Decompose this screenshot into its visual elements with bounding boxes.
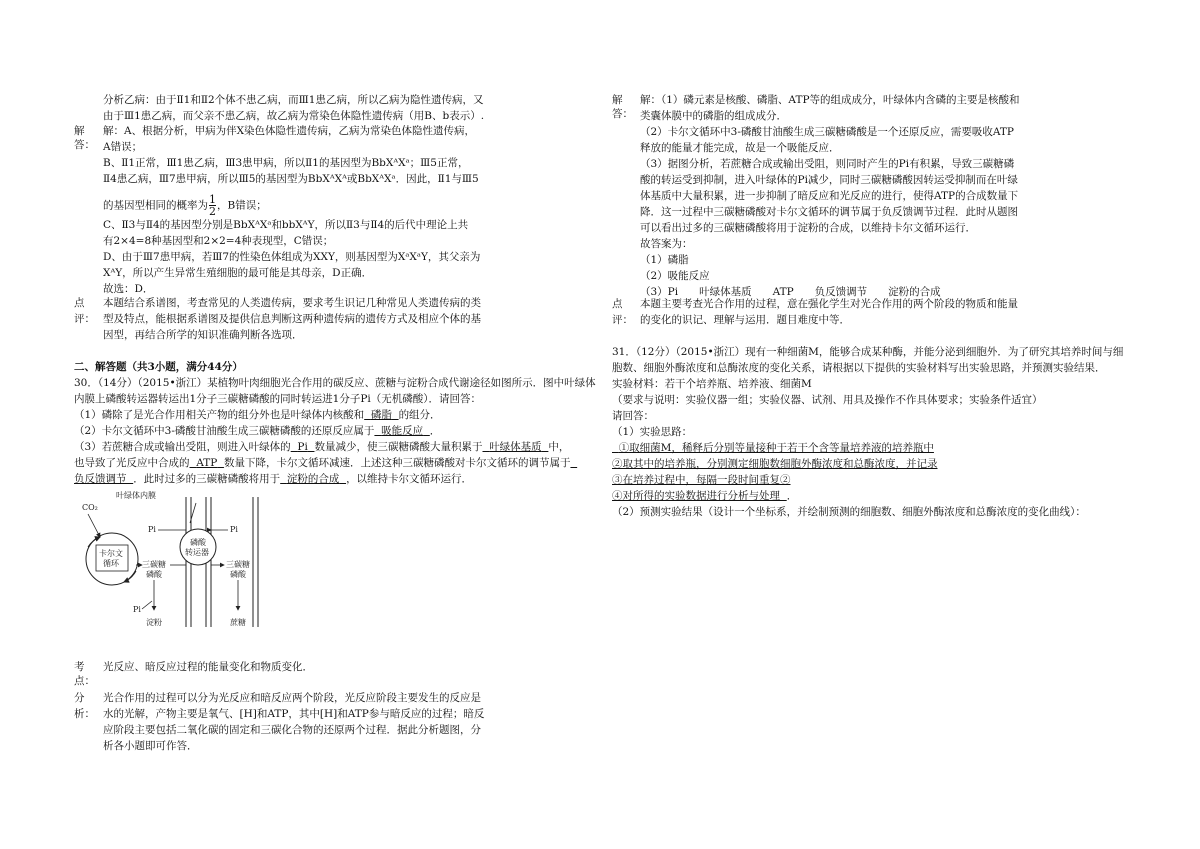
answer-blank-text: 吸能反应 [381,425,424,437]
q30-comment-line: 的变化的识记、理解与运用．题目难度中等． [640,314,850,326]
pi-label: Pi [230,525,238,534]
sucrose-label: 蔗糖 [230,618,246,627]
answer-blank [483,441,549,453]
kaodian-text: 光反应、暗反应过程的能量变化和物质变化． [103,661,313,673]
right-column [600,0,1200,849]
answer-blank-text: Pi [297,441,308,453]
answer-blank [570,457,577,469]
fenxi-label: 析： [74,708,95,720]
q31-step-1 [612,441,934,455]
q30-sub2-suffix: ． [429,425,441,437]
answer-blank [374,425,429,437]
triose-phosphate-label: 磷酸 [146,570,162,579]
co2-label: CO₂ [82,503,98,512]
q30-sub3-line2 [74,456,577,470]
q30-sub3-text: 中， [548,441,570,453]
q30-sub3-text: 数量减少，使三碳糖磷酸大量积累于 [314,441,483,453]
fenxi-line: 水的光解，产物主要是氧气、[H]和ATP，其中[H]和ATP参与暗反应的过程；暗反 [103,708,485,720]
pi-label: Pi [148,525,156,534]
q30-sub1 [74,408,441,422]
transporter-label: 转运器 [185,548,209,557]
q30-stem-line: 30．（14分）（2015•浙江）某植物叶肉细胞光合作用的碳反应、蔗糖与淀粉合成代谢途径如图所示．图中叶绿体 [74,377,596,389]
q30-sub1-prefix: （1）磷除了是光合作用相关产物的组分外也是叶绿体内核酸和 [74,409,365,421]
answer-blank [280,473,346,485]
q30-sub3-text: ，以维持卡尔文循环运行． [346,473,473,485]
q31-step-text: ④对所得的实验数据进行分析与处理 [612,490,780,502]
q30-answer-line: 降．这一过程中三碳糖磷酸对卡尔文循环的调节属于负反馈调节过程．此时从题图 [640,206,1018,218]
fraction-numerator: 1 [209,193,216,206]
q29-answer-line: C、Ⅱ3与Ⅱ4的基因型分别是BbXᴬXᵃ和bbXᴬY，所以Ⅱ3与Ⅱ4的后代中理论上共 [103,219,469,231]
q31-stem-line: 实验材料：若干个培养瓶、培养液、细菌M [612,378,812,390]
q30-sub3-line1 [74,440,569,454]
q30-answer-line: 故答案为： [640,238,693,250]
fraction-after: ，B错误； [217,199,267,212]
pi-label: Pi [133,605,141,614]
q30-sub3-text: （3）若蔗糖合成或输出受阻，则进入叶绿体的 [74,441,291,453]
q30-sub3-text: 也导致了光反应中合成的 [74,457,190,469]
q31-step-3: ③在培养过程中，每隔一段时间重复② [612,474,791,486]
answer-blank-text: 淀粉的合成 [286,473,340,485]
answer-blank [190,457,224,469]
q31-step-4-suffix: ． [786,490,798,502]
q30-answer-line: 解：（1）磷元素是核酸、磷脂、ATP等的组成成分，叶绿体内含磷的主要是核酸和 [640,94,1020,106]
triose-phosphate-label: 磷酸 [230,570,246,579]
q30-stem-line: 内膜上磷酸转运器转运出1分子三碳糖磷酸的同时转运进1分子Pi（无机磷酸）．请回答： [74,393,482,405]
fenxi-label: 分 [74,692,85,704]
q31-stem-line: （1）实验思路： [612,426,693,438]
q30-answer-line: （3）Pi 叶绿体基质 ATP 负反馈调节 淀粉的合成 [640,286,941,298]
probability-text: 的基因型相同的概率为 [103,199,208,212]
fenxi-line: 析各小题即可作答． [103,740,198,752]
q31-step-4-underlined [612,490,787,502]
fraction-denominator: 2 [209,205,216,218]
triose-phosphate-label: 三碳糖 [226,560,250,569]
q29-answer-line: 有2×4=8种基因型和2×2=4种表现型，C错误； [103,235,334,247]
pi-branch [142,601,152,609]
section-title: 二、解答题（共3小题，满分44分） [74,361,243,373]
q30-answer-line: 酸的转运受到抑制，进入叶绿体的Pi减少，同时三碳糖磷酸因转运受抑制而在叶绿 [640,174,1018,186]
answer-blank-text: 负反馈调节 [74,473,127,485]
q29-comment-line: 型及特点，能根据系谱图及提供信息判断这两种遗传病的遗传方式及相应个体的基 [103,313,481,325]
calvin-cycle-label: 卡尔文 [99,549,123,558]
transporter-label: 磷酸 [190,538,206,547]
q30-sub3-text: ．此时过多的三碳糖磷酸将用于 [133,473,281,485]
q30-answer-line: 类囊体膜中的磷脂的组成成分． [640,110,787,122]
q29-answer-line: B、Ⅱ1正常，Ⅲ1患乙病，Ⅲ3患甲病，所以Ⅱ1的基因型为BbXᴬXᵃ；Ⅲ5正常， [103,157,469,169]
q31-part2: （2）预测实验结果（设计一个坐标系，并绘制预测的细胞数、细胞外酶浓度和总酶浓度的变化曲线）： [612,506,1086,518]
q30-comment-line: 本题主要考查光合作用的过程，意在强化学生对光合作用的两个阶段的物质和能量 [640,298,1018,310]
q29-comment-line: 本题结合系谱图，考查常见的人类遗传病，要求考生识记几种常见人类遗传病的类 [103,297,481,309]
answer-blank-text: 叶绿体基质 [489,441,542,453]
answer-blank [74,473,133,485]
q30-answer-line: （2）吸能反应 [640,270,710,282]
q30-sub3-line3 [74,472,472,486]
comment-label: 点 [74,297,85,309]
q29-answer-line [103,194,267,217]
q30-answer-line: 体基质中大量积累，进一步抑制了暗反应和光反应的进行，使得ATP的合成数量下 [640,190,1019,202]
fenxi-line: 应阶段主要包括二氧化碳的固定和三碳化合物的还原两个过程．据此分析题图，分 [103,724,481,736]
triose-phosphate-label: 三碳糖 [142,560,166,569]
q30-answer-line: （2）卡尔文循环中3-磷酸甘油酸生成三碳糖磷酸是一个还原反应，需要吸收ATP [640,126,1014,138]
q30-sub2 [74,424,440,438]
q30-sub2-prefix: （2）卡尔文循环中3-磷酸甘油酸生成三碳糖磷酸的还原反应属于 [74,425,375,437]
q29-answer-line: A错误； [103,141,143,153]
comment-label: 评： [74,313,95,325]
co2-arrow [88,514,100,537]
q31-step-4 [612,489,797,503]
q30-answer-line: （3）据图分析，若蔗糖合成或输出受阻，则同时产生的Pi有积累，导致三碳糖磷 [640,158,1015,170]
answer-blank-text: ATP [196,457,218,469]
answer-label: 解 [612,94,623,106]
calvin-cycle-label: 循环 [103,559,119,568]
q31-stem-line: 胞数、细胞外酶浓度和总酶浓度的变化关系，请根据以下提供的实验材料写出实验思路，并预测实验结果． [612,362,1106,374]
kaodian-label: 点： [74,675,95,687]
starch-label: 淀粉 [146,618,162,627]
answer-label: 答： [74,139,95,151]
q29-answer-line: XᴬY，所以产生异常生殖细胞的最可能是其母亲，D正确． [103,267,373,279]
q30-answer-line: 可以看出过多的三碳糖磷酸将用于淀粉的合成，以维持卡尔文循环运行． [640,222,976,234]
q29-analysis-line: 由于Ⅲ1患乙病，而父亲不患乙病，故乙病为常染色体隐性遗传病（用B、b表示）. [103,110,485,122]
q29-comment-line: 因型，再结合所学的知识准确判断各选项． [103,329,303,341]
q30-answer-line: （1）磷脂 [640,254,689,266]
fenxi-line: 光合作用的过程可以分为光反应和暗反应两个阶段，光反应阶段主要发生的反应是 [103,692,481,704]
comment-label: 点 [612,298,623,310]
membrane-label: 叶绿体内膜 [116,491,156,500]
answer-label: 答： [612,108,633,120]
q29-analysis-line: 分析乙病：由于Ⅱ1和Ⅱ2个体不患乙病，而Ⅲ1患乙病，所以乙病为隐性遗传病，又 [103,94,484,106]
answer-blank [291,441,315,453]
answer-blank-text: 磷脂 [370,409,392,421]
q31-stem-line: 31．（12分）（2015•浙江）现有一种细菌M，能够合成某种酶，并能分泌到细胞外．为了研究其培养时间与细 [612,346,1124,358]
q31-stem-line: 请回答： [612,410,654,422]
q30-answer-line: 释放的能量才能完成，故是一个吸能反应． [640,142,840,154]
q29-answer-line: Ⅱ4患乙病，Ⅲ7患甲病，所以Ⅲ5的基因型为BbXᴬXᴬ或BbXᴬXᵃ．因此，Ⅱ1与Ⅲ5 [103,173,479,185]
q30-sub3-text: 数量下降，卡尔文循环减速．上述这种三碳糖磷酸对卡尔文循环的调节属于 [223,457,571,469]
answer-label: 解 [74,125,85,137]
q29-answer-line: 解：A、根据分析，甲病为伴X染色体隐性遗传病，乙病为常染色体隐性遗传病， [103,125,476,137]
q29-answer-line: 故选：D． [103,283,154,295]
q30-sub1-suffix: 的组分． [398,409,441,421]
fraction [209,194,216,217]
kaodian-label: 考 [74,661,85,673]
q31-step-2: ②取其中的培养瓶，分别测定细胞数细胞外酶浓度和总酶浓度，并记录 [612,458,938,470]
q31-stem-line: （要求与说明：实验仪器一组；实验仪器、试剂、用具及操作不作具体要求；实验条件适宜） [612,394,1043,406]
phosphate-transporter [180,529,216,565]
comment-label: 评： [612,314,633,326]
answer-blank [364,409,398,421]
photosynthesis-diagram [78,487,278,637]
q29-answer-line: D、由于Ⅲ7患甲病，若Ⅲ7的性染色体组成为XXY，则基因型为XᵃXᵃY，其父亲为 [103,251,481,263]
q31-step-text: ①取细菌M，稀释后分别等量接种于若干个含等量培养液的培养瓶中 [618,442,934,454]
